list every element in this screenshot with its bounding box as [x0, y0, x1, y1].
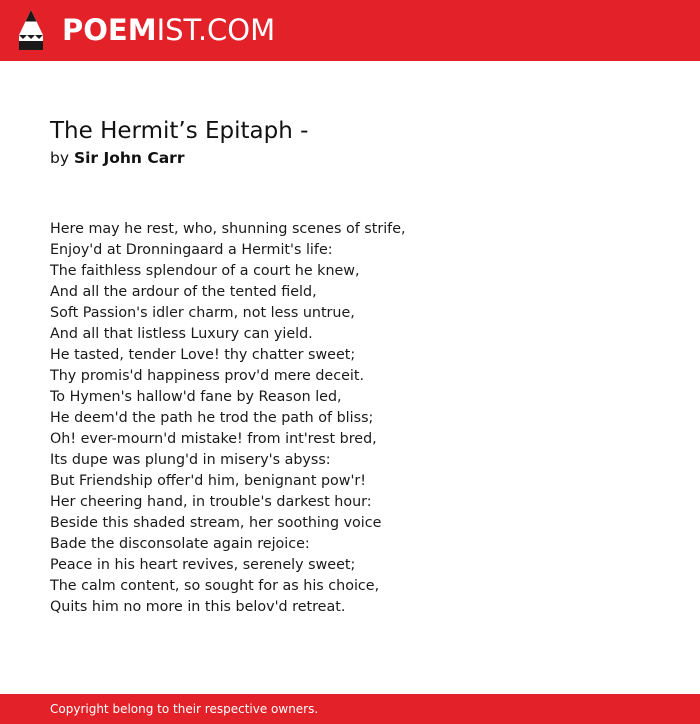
byline-label: by [50, 149, 70, 167]
poem-line: Soft Passion's idler charm, not less untrue, [50, 305, 355, 321]
poem-line: Its dupe was plung'd in misery's abyss: [50, 452, 331, 468]
poem-line: Quits him no more in this belov'd retreat. [50, 599, 346, 615]
logo-text-light: IST.COM [156, 13, 276, 47]
site-footer [0, 694, 700, 724]
site-logo-link[interactable] [16, 8, 275, 52]
poem-line: Thy promis'd happiness prov'd mere deceit. [50, 368, 365, 384]
poem-body [50, 219, 670, 618]
copyright-text: Copyright belong to their respective owners. [50, 702, 319, 716]
poem-line: Here may he rest, who, shunning scenes of strife, [50, 221, 406, 237]
poem-line: The faithless splendour of a court he knew, [50, 263, 360, 279]
author-name: Sir John Carr [73, 149, 185, 167]
poem-line: And all the ardour of the tented field, [50, 284, 317, 300]
poem-line: Bade the disconsolate again rejoice: [50, 536, 310, 552]
poem-line: To Hymen's hallow'd fane by Reason led, [50, 389, 342, 405]
logo-text-bold: POEM [62, 13, 157, 47]
poem-line: Peace in his heart revives, serenely sweet; [50, 557, 356, 573]
site-header [0, 0, 700, 61]
pencil-icon [16, 8, 46, 52]
poem-line: But Friendship offer'd him, benignant pow'r! [50, 473, 367, 489]
poem-line: Beside this shaded stream, her soothing voice [50, 515, 382, 531]
poem-line: The calm content, so sought for as his choice, [50, 578, 380, 594]
poem-line: Enjoy'd at Dronningaard a Hermit's life: [50, 242, 333, 258]
poem-line: Her cheering hand, in trouble's darkest hour: [50, 494, 372, 510]
poem-title: The Hermit’s Epitaph - [50, 118, 309, 144]
poem-byline [50, 147, 670, 169]
poem-line: He deem'd the path he trod the path of bliss; [50, 410, 374, 426]
poem-line: Oh! ever-mourn'd mistake! from int'rest bred, [50, 431, 377, 447]
poem-content [50, 116, 670, 618]
logo-text [62, 8, 275, 52]
poem-line: And all that listless Luxury can yield. [50, 326, 313, 342]
poem-line: He tasted, tender Love! thy chatter sweet; [50, 347, 356, 363]
